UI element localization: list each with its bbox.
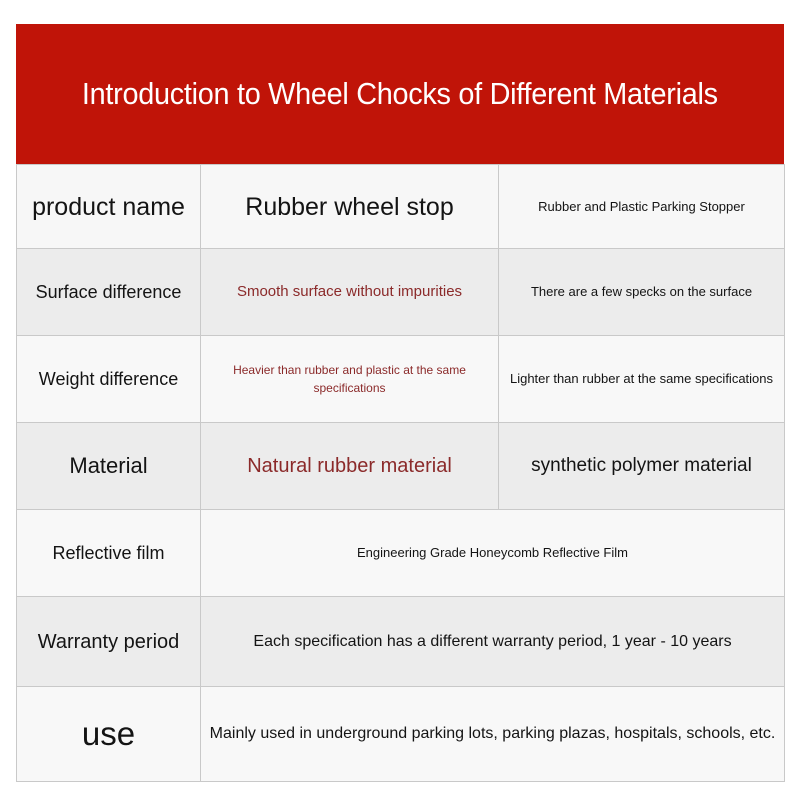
cell-plastic-surface: There are a few specks on the surface [499,249,785,336]
row-label-reflective-film: Reflective film [17,510,201,597]
cell-plastic-weight: Lighter than rubber at the same specifications [499,336,785,423]
comparison-table [16,164,785,782]
row-label-surface-difference: Surface difference [17,249,201,336]
cell-rubber-weight: Heavier than rubber and plastic at the same specifications [201,336,499,423]
cell-plastic-product-name: Rubber and Plastic Parking Stopper [499,165,785,249]
row-product-name [17,165,785,249]
row-label-material: Material [17,423,201,510]
row-weight-difference [17,336,785,423]
cell-rubber-surface: Smooth surface without impurities [201,249,499,336]
row-label-warranty-period: Warranty period [17,597,201,687]
title-banner [16,24,784,164]
cell-use: Mainly used in underground parking lots, parking plazas, hospitals, schools, etc. [201,687,785,782]
row-material [17,423,785,510]
cell-rubber-material: Natural rubber material [201,423,499,510]
cell-reflective-film: Engineering Grade Honeycomb Reflective Film [201,510,785,597]
row-label-product-name: product name [17,165,201,249]
page-title: Introduction to Wheel Chocks of Different Materials [82,76,718,111]
row-warranty-period [17,597,785,687]
row-use [17,687,785,782]
row-label-use: use [17,687,201,782]
cell-rubber-product-name: Rubber wheel stop [201,165,499,249]
comparison-sheet [16,24,784,782]
row-label-weight-difference: Weight difference [17,336,201,423]
row-reflective-film [17,510,785,597]
cell-plastic-material: synthetic polymer material [499,423,785,510]
row-surface-difference [17,249,785,336]
cell-warranty-period: Each specification has a different warranty period, 1 year - 10 years [201,597,785,687]
